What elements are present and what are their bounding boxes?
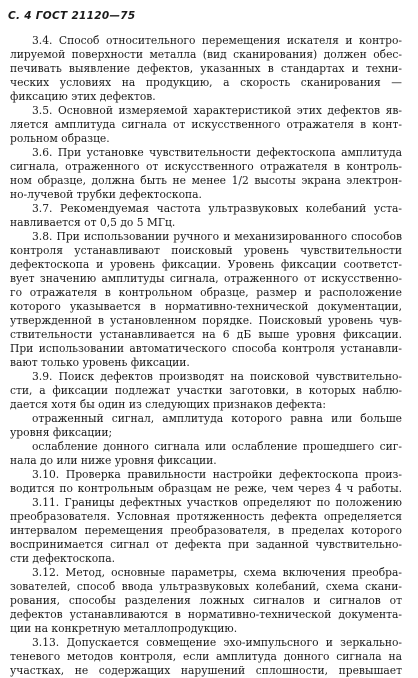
text-line: рольном образце.: [10, 132, 110, 145]
text-line: ном образце, должна быть не менее 1/2 высоты экрана электрон-: [10, 174, 402, 187]
text-line: 3.5. Основной измеряемой характеристикой этих дефектов яв-: [32, 104, 402, 117]
text-line: ослабление донного сигнала или ослабление прошедшего сиг-: [32, 440, 402, 453]
text-line: 3.7. Рекомендуемая частота ультразвуковых колебаний уста-: [32, 202, 402, 215]
text-line: 3.4. Способ относительного перемещения искателя и контро-: [32, 34, 402, 47]
text-line: дефектов устанавливаются в нормативно-технической документа-: [10, 608, 402, 621]
text-line: теневого методов контроля, если амплитуда донного сигнала на: [10, 650, 402, 663]
text-line: дефектоскопа и уровень фиксации. Уровень фиксации соответст-: [10, 258, 402, 271]
text-line: нала до или ниже уровня фиксации.: [10, 454, 217, 467]
text-line: го отражателя в контрольном образце, размер и расположение: [10, 286, 402, 299]
text-line: ческих условиях на продукцию, а скорость сканирования —: [10, 76, 402, 89]
text-line: 3.13. Допускается совмещение эхо-импульсного и зеркально-: [32, 636, 402, 649]
text-line: ствительности устанавливается на 6 дБ выше уровня фиксации.: [10, 328, 402, 341]
text-line: утвержденной в установленном порядке. Поисковый уровень чув-: [10, 314, 402, 327]
text-line: вует значению амплитуды сигнала, отраженного от искусственно-: [10, 272, 402, 285]
text-line: сти, а фиксации подлежат участки заготовки, в которых наблю-: [10, 384, 402, 397]
text-line: 3.9. Поиск дефектов производят на поисковой чувствительно-: [32, 370, 402, 383]
text-line: участках, не содержащих нарушений сплошности, превышает: [10, 664, 402, 677]
text-line: 3.6. При установке чувствительности дефектоскопа амплитуда: [32, 146, 402, 159]
text-line: зователей, способ ввода ультразвуковых колебаний, схема скани-: [10, 580, 402, 593]
text-line: фиксацию этих дефектов.: [10, 90, 156, 103]
text-line: 3.12. Метод, основные параметры, схема включения преобра-: [32, 566, 402, 579]
text-line: вают только уровень фиксации.: [10, 356, 190, 369]
text-line: которого указывается в нормативно-технической документации,: [10, 300, 402, 313]
document-body: [10, 34, 402, 678]
text-line: сигнала, отраженного от искусственного отражателя в контроль-: [10, 160, 402, 173]
text-line: сти дефектоскопа.: [10, 552, 116, 565]
text-line: но-лучевой трубки дефектоскопа.: [10, 188, 202, 201]
text-line: контроля устанавливают поисковый уровень чувствительности: [10, 244, 402, 257]
text-line: преобразователя. Условная протяженность дефекта определяется: [10, 510, 402, 523]
text-line: 3.8. При использовании ручного и механизированного способов: [32, 230, 402, 243]
text-line: печивать выявление дефектов, указанных в стандартах и техни-: [10, 62, 402, 75]
text-line: воспринимается сигнал от дефекта при заданной чувствительно-: [10, 538, 402, 551]
text-line: При использовании автоматического способа контроля устанавли-: [10, 342, 402, 355]
text-line: интервалом перемещения преобразователя, в пределах которого: [10, 524, 402, 537]
text-line: ляется амплитуда сигнала от искусственного отражателя в конт-: [10, 118, 402, 131]
text-line: дается хотя бы один из следующих признаков дефекта:: [10, 398, 327, 411]
text-line: 3.10. Проверка правильности настройки дефектоскопа произ-: [32, 468, 402, 481]
text-line: 3.11. Границы дефектных участков определяют по положению: [32, 496, 402, 509]
text-line: навливается от 0,5 до 5 МГц.: [10, 216, 176, 229]
text-line: лируемой поверхности металла (вид сканирования) должен обес-: [10, 48, 402, 61]
text-line: уровня фиксации;: [10, 426, 113, 439]
text-line: рования, способы разделения ложных сигналов и сигналов от: [10, 594, 402, 607]
text-line: водится по контрольным образцам не реже, чем через 4 ч работы.: [10, 482, 402, 495]
text-line: ции на конкретную металлопродукцию.: [10, 622, 238, 635]
text-line: отраженный сигнал, амплитуда которого равна или больше: [32, 412, 402, 425]
page-header: С. 4 ГОСТ 21120—75: [8, 10, 136, 22]
